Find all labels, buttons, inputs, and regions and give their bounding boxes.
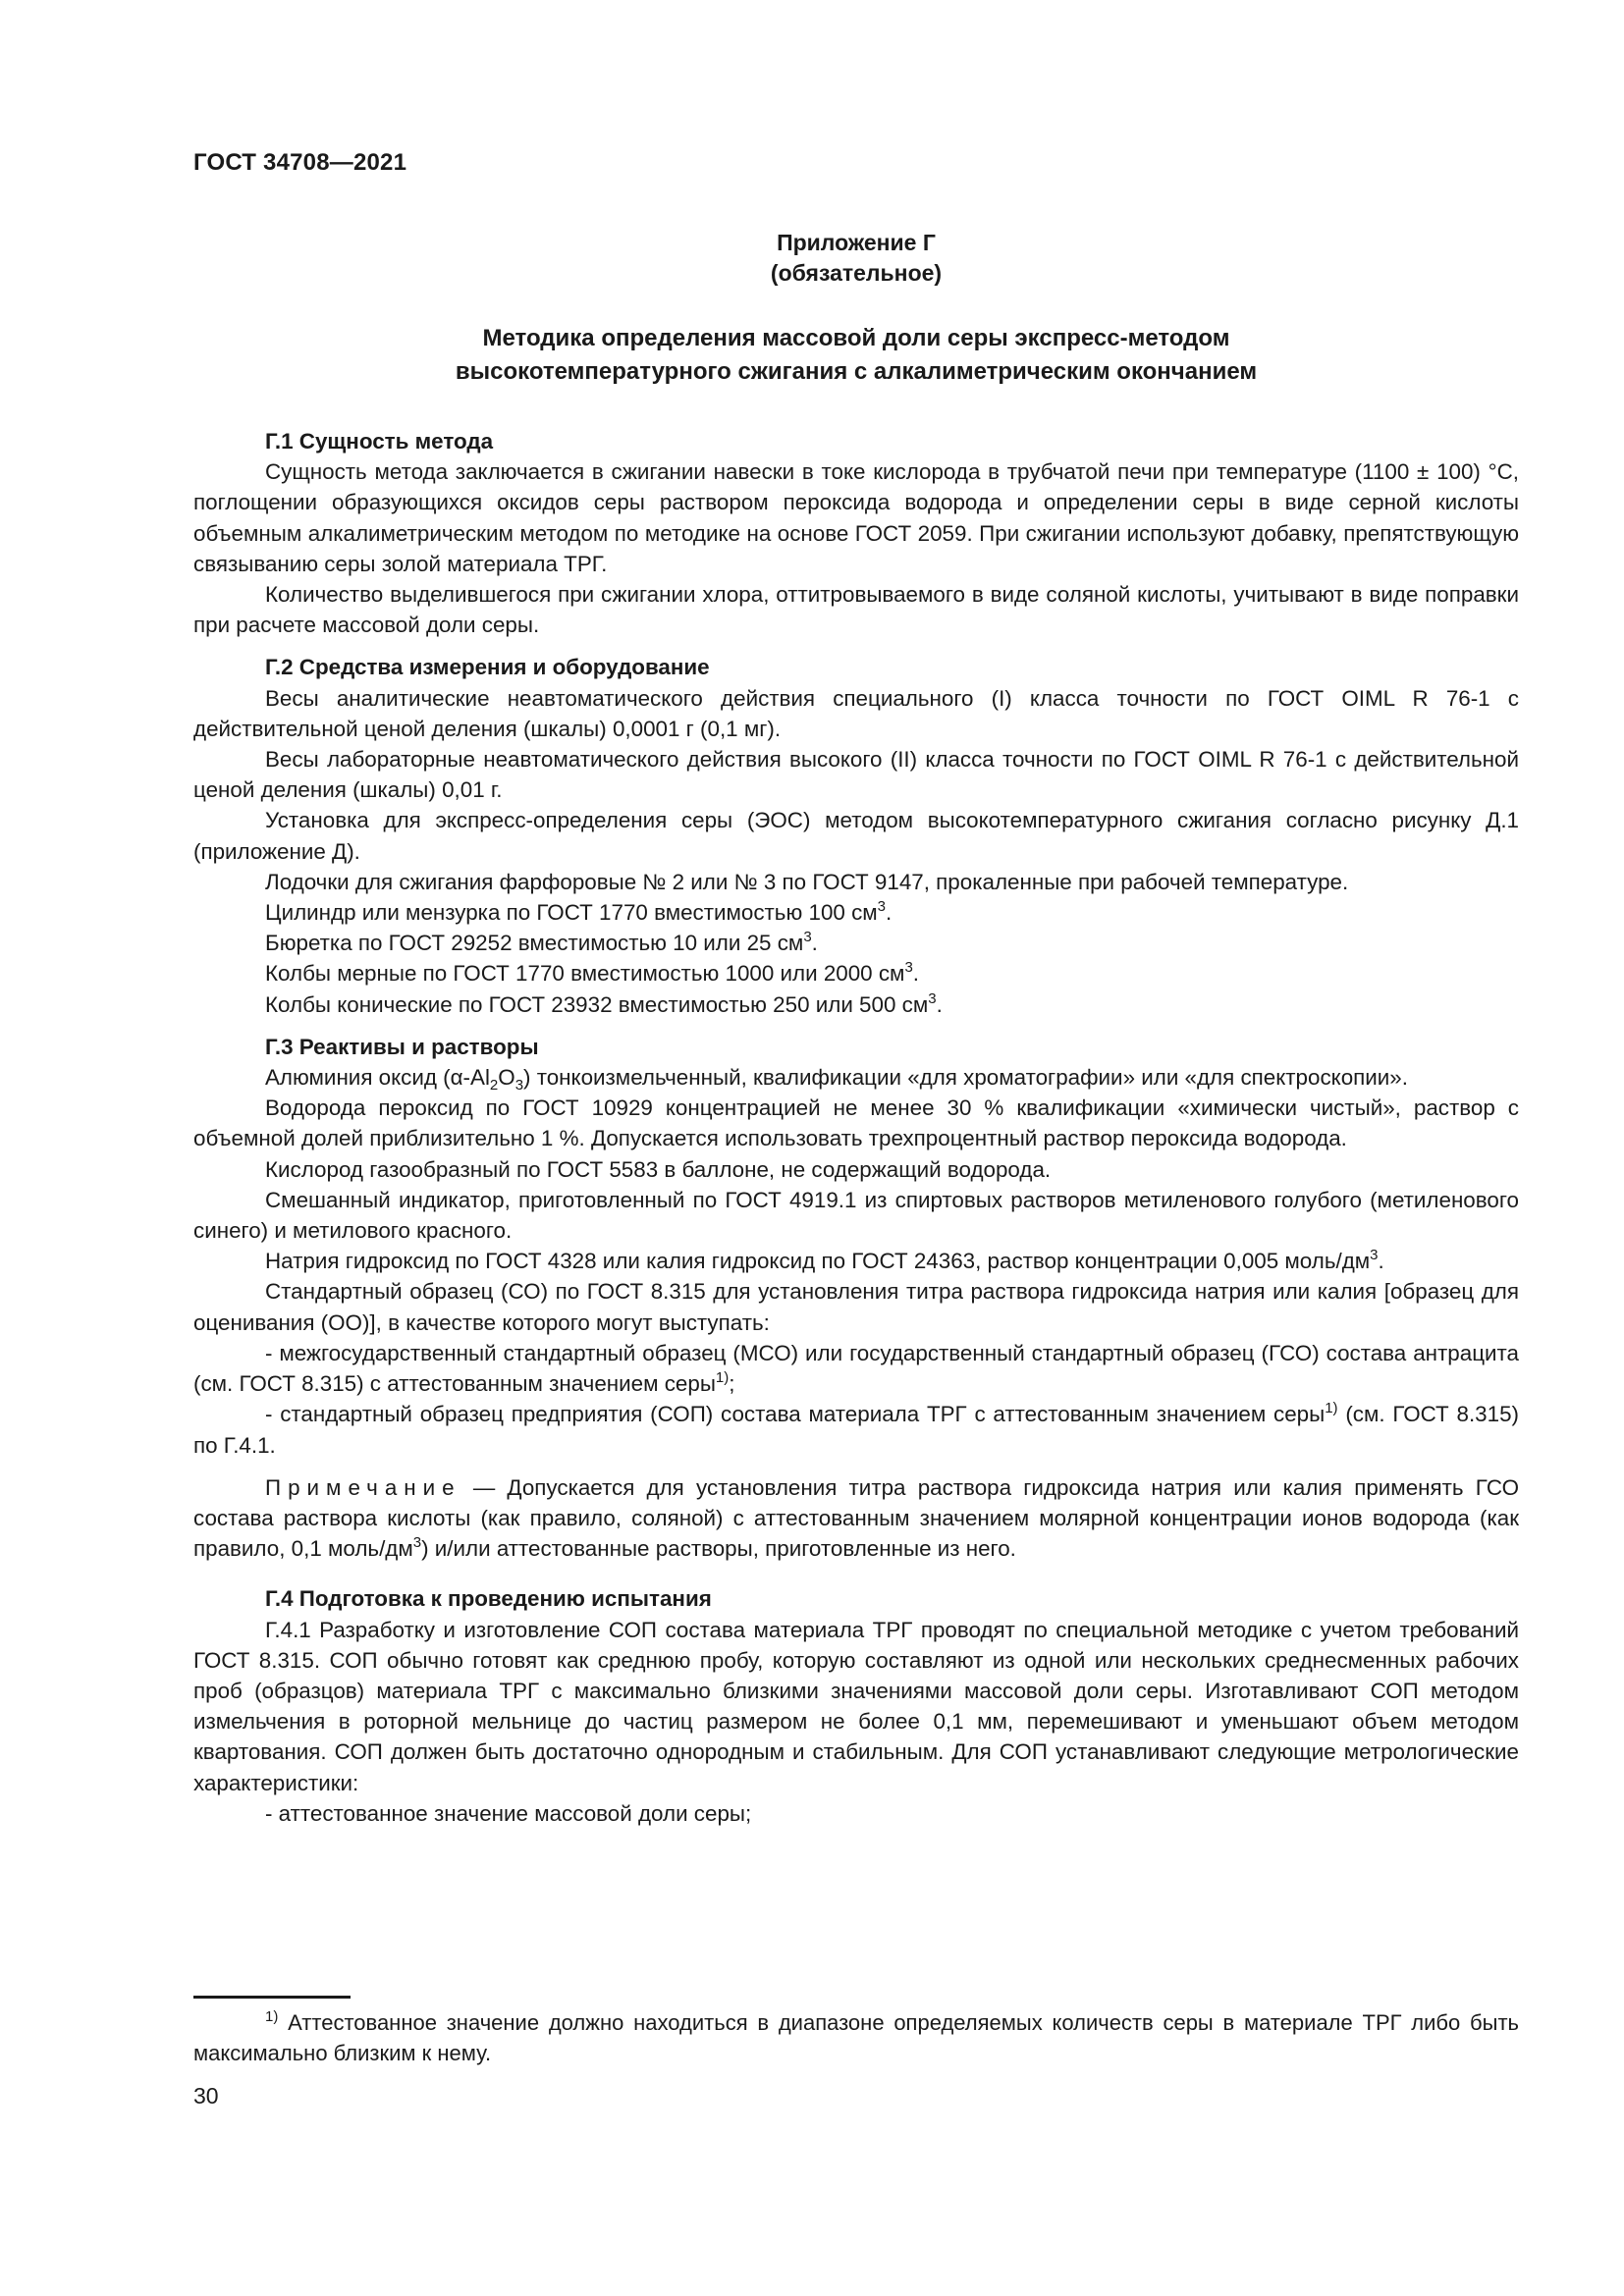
annex-label: Приложение Г (777, 230, 936, 255)
paragraph: Цилиндр или мензурка по ГОСТ 1770 вместимостью 100 $см^3$. (265, 898, 893, 926)
annex-status: (обязательное) (770, 260, 943, 286)
section-heading-g4: Г.4 Подготовка к проведению испытания (265, 1586, 712, 1612)
paragraph: Колбы конические по ГОСТ 23932 вместимостью 250 или 500 $см^3$. (265, 989, 943, 1017)
paragraph: Колбы мерные по ГОСТ 1770 вместимостью 1000 или 2000 $см^3$. (265, 959, 920, 987)
paragraph: - стандартный образец предприятия (СОП) состава материала ТРГ с аттестованным значением серы$^{1)}$ (см. ГОСТ 8.315) по Г.4.1. (193, 1400, 1519, 1458)
footnote: $^{1)}$ Аттестованное значение должно находиться в диапазоне определяемых количеств серы в материале ТРГ либо быть максимально близким к нему. (193, 2008, 1519, 2065)
document-code: ГОСТ 34708—2021 (193, 149, 407, 176)
section-heading-g2: Г.2 Средства измерения и оборудование (265, 655, 710, 680)
document-body (193, 426, 1519, 1829)
paragraph: Весы лабораторные неавтоматического действия высокого (II) класса точности по ГОСТ OIML R 76-1 с действительной ценой деления (шкалы) 0,01 г. (193, 747, 1519, 803)
section-heading-g3: Г.3 Реактивы и растворы (265, 1034, 539, 1059)
footnote-ref: 1) (715, 1369, 730, 1387)
paragraph: Водорода пероксид по ГОСТ 10929 концентрацией не менее 30 % квалификации «химически чистый», раствор с объемной долей приблизительно 1 %. Допускается использовать трехпроцентный раствор пероксида водорода. (193, 1095, 1519, 1151)
paragraph: Лодочки для сжигания фарфоровые № 2 или № 3 по ГОСТ 9147, прокаленные при рабочей температуре. (265, 869, 1349, 894)
page-number: 30 (193, 2083, 219, 2109)
annex-title (193, 322, 1519, 389)
paragraph: Количество выделившегося при сжигании хлора, оттитровываемого в виде соляной кислоты, учитывают в виде поправки при расчете массовой доли серы. (193, 582, 1519, 638)
annex-label-block (193, 228, 1519, 289)
paragraph: - аттестованное значение массовой доли серы; (265, 1800, 752, 1826)
paragraph: Натрия гидроксид по ГОСТ 4328 или калия гидроксид по ГОСТ 24363, раствор концентрации 0,005 моль/$дм^3$. (265, 1247, 1384, 1274)
annex-title-line1: Методика определения массовой доли серы экспресс-методом (482, 325, 1230, 351)
paragraph: Установка для экспресс-определения серы (ЭОС) методом высокотемпературного сжигания согласно рисунку Д.1 (приложение Д). (193, 808, 1519, 864)
paragraph: Кислород газообразный по ГОСТ 5583 в баллоне, не содержащий водорода. (265, 1156, 1052, 1182)
note-label: Примечание (265, 1474, 461, 1500)
section-heading-g1: Г.1 Сущность метода (265, 429, 494, 454)
paragraph: Стандартный образец (СО) по ГОСТ 8.315 для установления титра раствора гидроксида натрия или калия [образец для оценивания (ОО)], в качестве которого могут выступать: (193, 1279, 1519, 1335)
footnote-mark: 1) (265, 2008, 279, 2025)
paragraph: Сущность метода заключается в сжигании навески в токе кислорода в трубчатой печи при температуре (1100 ± 100) °С, поглощении образующихся оксидов серы раствором пероксида водорода и определении серы в виде серной кислоты объемным алкалиметрическим методом по методике на основе ГОСТ 2059. При сжигании используют добавку, препятствующую связыванию серы золой материала ТРГ. (193, 459, 1519, 576)
paragraph: Г.4.1 Разработку и изготовление СОП состава материала ТРГ проводят по специальной методике с учетом требований ГОСТ 8.315. СОП обычно готовят как среднюю пробу, которую составляют из одной или нескольких среднесменных рабочих проб (образцов) материала ТРГ с максимально близкими значениями массовой доли серы. Изготавливают СОП методом измельчения в роторной мельнице до частиц размером не более 0,1 мм, перемешивают и уменьшают объем методом квартования. СОП должен быть достаточно однородным и стабильным. Для СОП устанавливают следующие метрологические характеристики: (193, 1617, 1519, 1795)
paragraph: Бюретка по ГОСТ 29252 вместимостью 10 или 25 $см^3$. (265, 929, 818, 956)
paragraph: Смешанный индикатор, приготовленный по ГОСТ 4919.1 из спиртовых растворов метиленового голубого (метиленового синего) и метилового красного. (193, 1187, 1519, 1244)
footnote-ref: 1) (1325, 1400, 1338, 1417)
footnote-divider (193, 1996, 351, 1999)
paragraph: - межгосударственный стандартный образец (МСО) или государственный стандартный образец (ГСО) состава антрацита (см. ГОСТ 8.315) с аттестованным значением серы$^{1)}$; (193, 1340, 1519, 1397)
annex-title-line2: высокотемпературного сжигания с алкалиметрическим окончанием (455, 358, 1258, 385)
paragraph: Алюминия оксид $(\alpha-Al_2O_3)$ тонкоизмельченный, квалификации «для хроматографии» или «для спектроскопии». (265, 1065, 1408, 1095)
paragraph: Весы аналитические неавтоматического действия специального (I) класса точности по ГОСТ OIML R 76-1 с действительной ценой деления (шкалы) 0,0001 г (0,1 мг). (193, 685, 1519, 741)
note-paragraph: Примечание — Допускается для установления титра раствора гидроксида натрия или калия применять ГСО состава раствора кислоты (как правило, соляной) с аттестованным значением молярной концентрации ионов водорода (как правило, 0,1 моль/$дм^3$) и/или аттестованные растворы, приготовленные из него. (193, 1474, 1519, 1562)
